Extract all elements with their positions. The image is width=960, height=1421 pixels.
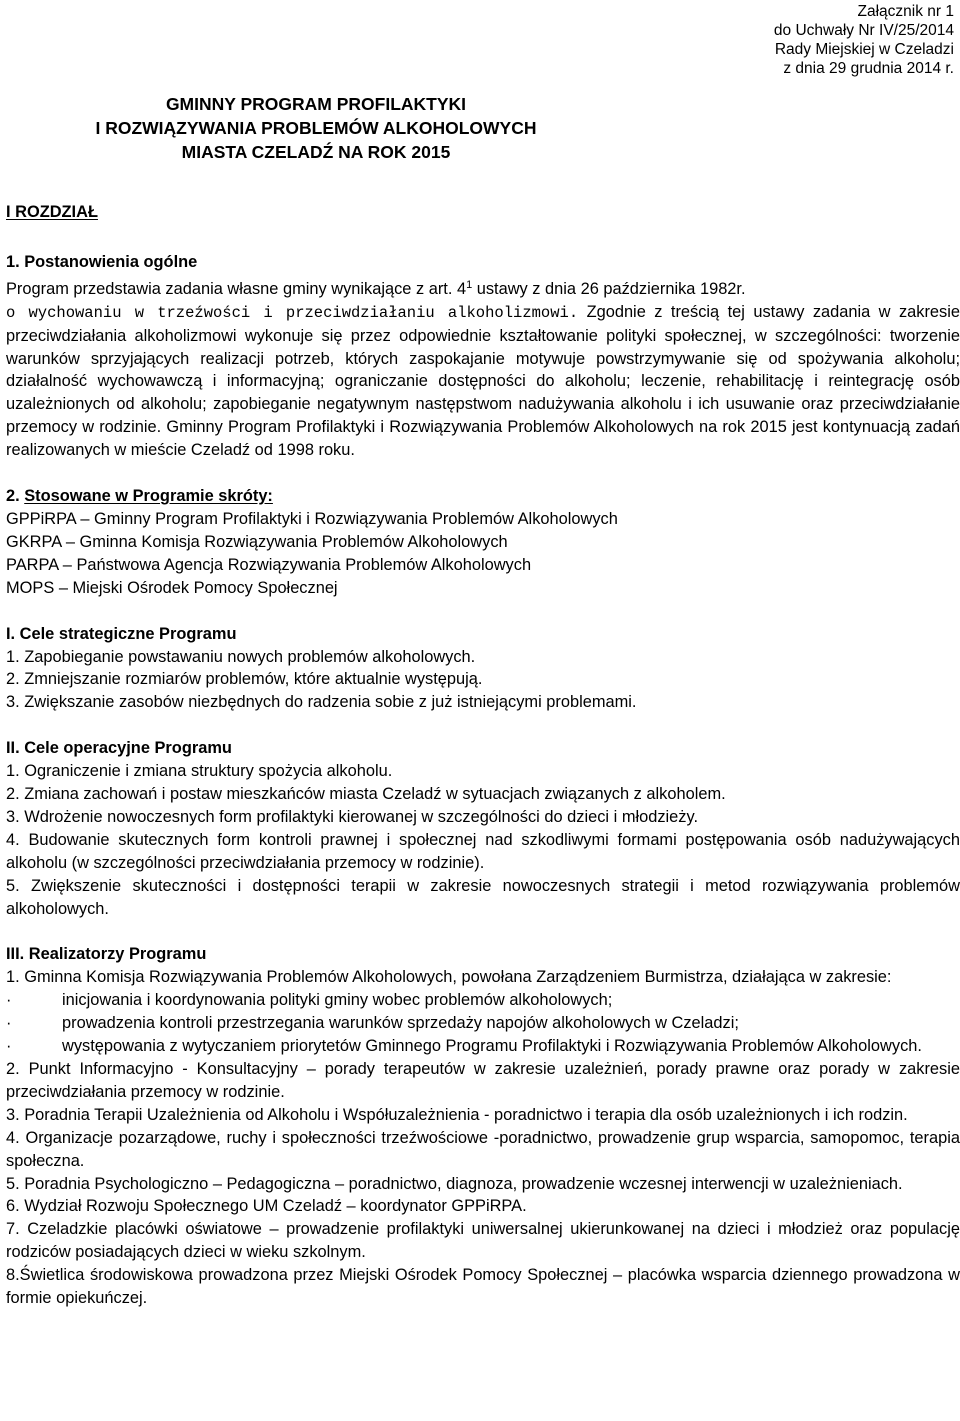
list-item: 6. Wydział Rozwoju Społecznego UM Czeladź – koordynator GPPiRPA. bbox=[6, 1197, 527, 1216]
abbrev-item: MOPS – Miejski Ośrodek Pomocy Społecznej bbox=[6, 578, 338, 597]
bullet-item: · występowania z wytyczaniem priorytetów Gminnego Programu Profilaktyki i Rozwiązywania Problemów Alkoholowych. bbox=[6, 1035, 960, 1058]
annex-line: z dnia 29 grudnia 2014 r. bbox=[783, 60, 954, 77]
abbrev-item: PARPA – Państwowa Agencja Rozwiązywania Problemów Alkoholowych bbox=[6, 555, 532, 574]
chapter-heading: I ROZDZIAŁ bbox=[6, 203, 98, 221]
bullet-item: · prowadzenia kontroli przestrzegania warunków sprzedaży napojów alkoholowych w Czeladzi; bbox=[6, 1012, 960, 1035]
title-line: I ROZWIĄZYWANIA PROBLEMÓW ALKOHOLOWYCH bbox=[95, 118, 537, 138]
list-item: 2. Punkt Informacyjno - Konsultacyjny – porady terapeutów w zakresie uzależnień, porady prawne oraz porady w zakresie przeciwdziałania przemocy w rodzinie. bbox=[6, 1060, 960, 1101]
annex-line: do Uchwały Nr IV/25/2014 bbox=[773, 22, 954, 39]
section-heading: III. Realizatorzy Programu bbox=[6, 945, 207, 964]
section-heading: II. Cele operacyjne Programu bbox=[6, 739, 232, 758]
list-item: 4. Organizacje pozarządowe, ruchy i społeczności trzeźwościowe -poradnictwo, prowadzenie grup wsparcia, samopomoc, terapia społeczna. bbox=[6, 1128, 960, 1170]
section1-line1: Program przedstawia zadania własne gminy wynikające z art. $4^1$ ustawy z dnia 26 października 1982r. bbox=[6, 278, 746, 298]
section-heading: 2. Stosowane w Programie skróty: bbox=[6, 487, 273, 506]
list-item: 3. Poradnia Terapii Uzależnienia od Alkoholu i Współuzależnienia - poradnictwo i terapia dla osób uzależnionych i ich rodzin. bbox=[6, 1105, 908, 1124]
annex-line: Rady Miejskiej w Czeladzi bbox=[774, 41, 954, 58]
abbrev-item: GKRPA – Gminna Komisja Rozwiązywania Problemów Alkoholowych bbox=[6, 532, 508, 551]
list-item: 7. Czeladzkie placówki oświatowe – prowadzenie profilaktyki uniwersalnej ukierunkowanej na dzieci i młodzież oraz populację rodziców posiadających dzieci w wieku szkolnym. bbox=[6, 1220, 960, 1262]
list-item: 5. Zwiększenie skuteczności i dostępności terapii w zakresie nowoczesnych strategii i metod rozwiązywania problemów alkoholowych. bbox=[6, 876, 960, 918]
annex-header bbox=[774, 2, 954, 78]
list-item: 1. Ograniczenie i zmiana struktury spożycia alkoholu. bbox=[6, 762, 393, 781]
abbrev-item: GPPiRPA – Gminny Program Profilaktyki i Rozwiązywania Problemów Alkoholowych bbox=[6, 509, 618, 528]
list-item: 2. Zmniejszanie rozmiarów problemów, które aktualnie występują. bbox=[6, 670, 483, 689]
list-item: 2. Zmiana zachowań i postaw mieszkańców miasta Czeladź w sytuacjach związanych z alkoholem. bbox=[6, 785, 726, 804]
title-line: GMINNY PROGRAM PROFILAKTYKI bbox=[165, 94, 467, 114]
list-item: 8.Świetlica środowiskowa prowadzona przez Miejski Ośrodek Pomocy Społecznej – placówka wsparcia dziennego prowadzona w formie opiekuńczej. bbox=[6, 1266, 960, 1308]
list-item: 1. Gminna Komisja Rozwiązywania Problemów Alkoholowych, powołana Zarządzeniem Burmistrza, działająca w zakresie: bbox=[6, 968, 892, 987]
section-heading: I. Cele strategiczne Programu bbox=[6, 624, 237, 643]
annex-line: Załącznik nr 1 bbox=[857, 3, 954, 20]
title-line: MIASTA CZELADŹ NA ROK 2015 bbox=[181, 142, 451, 162]
list-item: 3. Wdrożenie nowoczesnych form profilaktyki kierowanej w szczególności do dzieci i młodzieży. bbox=[6, 807, 699, 826]
bullet-icon: · bbox=[6, 991, 12, 1010]
section1-body: o wychowaniu w trzeźwości i przeciwdziałaniu alkoholizmowi. Zgodnie z treścią tej ustawy zadania w zakresie przeciwdziałania alkoholizmowi wykonuje się przez odpowiednie kształtowanie polityki społecznej, w szczególności: tworzenie warunków sprzyjających realizacji potrzeb, których zaspokajanie motywuje powstrzymywanie się od spożywania alkoholu; działalność wychowawczą i informacyjną; ograniczanie dostępności do alkoholu; leczenie, rehabilitację i reintegrację osób uzależnionych od alkoholu; zapobieganie negatywnym następstwom nadużywania alkoholu i ich usuwanie oraz przeciwdziałanie przemocy w rodzinie. Gminny Program Profilaktyki i Rozwiązywania Problemów Alkoholowych na rok 2015 jest kontynuacją zadań realizowanych w mieście Czeladź od 1998 roku. bbox=[6, 302, 960, 460]
list-item: 1. Zapobieganie powstawaniu nowych problemów alkoholowych. bbox=[6, 647, 476, 666]
document-content bbox=[6, 201, 960, 1310]
bullet-item: · inicjowania i koordynowania polityki gminy wobec problemów alkoholowych; bbox=[6, 989, 960, 1012]
superscript: 1 bbox=[466, 278, 473, 291]
document-title bbox=[6, 92, 626, 164]
list-item: 4. Budowanie skutecznych form kontroli prawnej i społecznej nad szkodliwymi formami postępowania osób nadużywających alkoholu (w szczególności przeciwdziałania przemocy w rodzinie). bbox=[6, 830, 960, 872]
list-item: 5. Poradnia Psychologiczno – Pedagogiczna – poradnictwo, diagnoza, prowadzenie wczesnej interwencji w uzależnieniach. bbox=[6, 1174, 903, 1193]
list-item: 3. Zwiększanie zasobów niezbędnych do radzenia sobie z już istniejącymi problemami. bbox=[6, 693, 637, 712]
bullet-icon: · bbox=[6, 1037, 12, 1056]
section-heading: 1. Postanowienia ogólne bbox=[6, 252, 198, 271]
bullet-icon: · bbox=[6, 1014, 12, 1033]
